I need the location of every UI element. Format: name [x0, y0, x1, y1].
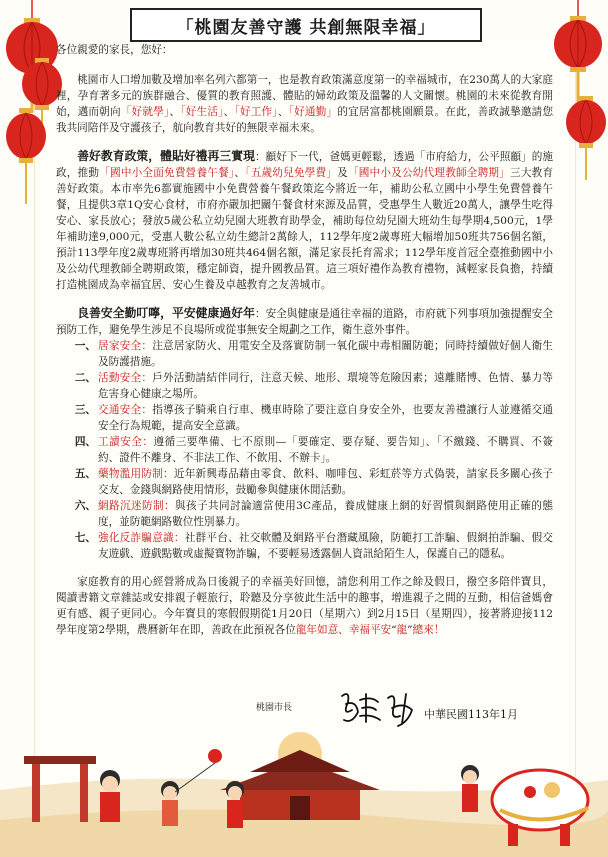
lantern-right-mid-icon	[564, 96, 608, 186]
list-item: 六、 網路沉迷防制：與孩子共同討論適當使用3C產品，養成健康上網的好習慣與網路使用正確的態度，並防範網路數位性別暴力。	[74, 500, 554, 528]
safety-list	[56, 338, 553, 562]
lantern-right-top-icon	[548, 0, 608, 110]
intro-paragraph: 桃園市人口增加數及增加率名列六都第一，也是教育政策滿意度第一的幸福城市，在230萬人的大家庭裡，孕育著多元的族群融合、優質的教育照護、體貼的婦幼政策及溫馨的人文關懷。桃園的未來從教育開始，邁而朝向「好就學」、「好生活」、「好工作」、「好通勤」的宜居富都桃園願景。在此，善政誠摯邀請您我共同陪伴及守護孩子，航向教育共好的無限幸福未來。	[56, 74, 554, 134]
list-item: 一、 居家安全：注意居家防火、用電安全及落實防制一氧化碳中毒相關防範；同時持續做好個人衛生及防護措施。	[74, 340, 554, 368]
handwritten-signature	[336, 686, 422, 730]
new-year-scene-illustration	[0, 730, 608, 857]
policy-heading: 善好教育政策，體貼好禮再三實現	[77, 149, 255, 163]
page-title: 「桃園友善守護 共創無限幸福」	[130, 8, 482, 42]
greeting: 各位親愛的家長，您好：	[56, 44, 173, 56]
list-item: 二、 活動安全：戶外活動請結伴同行，注意天候、地形、環境等危險因素；遠離賭博、色情、暴力等危害身心健康之場所。	[74, 372, 554, 400]
safety-intro: 良善安全勤叮嚀，平安健康過好年：安全與健康是通往幸福的道路，市府就下列事項加強提醒安全預防工作，避免學生涉足不良場所或從事無安全規劃之工作，衛生意外事件。	[56, 306, 553, 336]
list-item: 四、 工讀安全：遵循三要準備、七不原則—「要確定、要存疑、要告知」、「不繳錢、不購買、不簽約、證件不離身、不非法工作、不飲用、不辦卡」。	[74, 436, 554, 464]
list-item: 五、 藥物濫用防制：近年新興毒品藉由零食、飲料、咖啡包、彩虹菸等方式偽裝，請家長多關心孩子交友、金錢與網路使用情形，鼓勵參與健康休閒活動。	[74, 468, 553, 496]
letter-body	[56, 42, 553, 638]
policy-paragraph: 善好教育政策，體貼好禮再三實現：顧好下一代，爸媽更輕鬆，透過「市府給力，公平照顧」的施政，推動「國中小全面免費營養午餐」、「五歲幼兒免學費」及「國中小及公幼代理教師全聘期」三大教育善好政策。本市率先6都實施國中小免費營養午餐政策迄今將近一年，補助公私立國中小學生免費營養午餐，且提供3章1Q安心食材，市府亦嚴加把關午餐食材來源及品質，受惠學生人數近20萬人，讓學生吃得安心、家長放心；發放5歲公私立幼兒園大班教育助學金，補助每位幼兒園大班幼生每學期4,500元，1學年補助達9,000元，受惠人數公私立幼生總計2萬餘人，112學年度2歲專班大幅增加50班共756個名額，預計113學年度2歲專班將再增加30班共464個名額，滿足家長托育需求；112學年度首冠全臺推動國中小及公幼代理教師全聘期政策，穩定師資，提升國教品質。這三項好禮作為教育禮物，減輕家長負擔，持續打造桃園成為幸福宜居、安心生養及卓越教育之友善城市。	[56, 149, 554, 291]
safety-heading: 良善安全勤叮嚀，平安健康過好年	[77, 306, 255, 320]
list-item: 七、 強化反詐騙意識：社群平台、社交軟體及網路平台潛藏風險，防範打工詐騙、假網拍詐騙、假交友遊戲、遊戲點數或虛擬寶物詐騙，不要輕易透露個人資訊給陌生人，保護自己的隱私。	[74, 532, 554, 560]
mayor-label: 桃園市長	[256, 703, 293, 713]
letter-date: 中華民國113年1月	[424, 708, 518, 721]
closing-paragraph: 家庭教育的用心經營將成為日後親子的幸福美好回憶，請您利用工作之餘及假日，撥空多陪伴寶貝，閱讀書籍文章雜誌或安排親子輕旅行，聆聽及分享彼此生活中的趣事，增進親子之間的互動，相信爸媽會更有感、親子更同心。今年寶貝的寒假假期從1月20日（星期六）到2月15日（星期四），接著將迎接112學年度第2學期，農曆新年在即，善政在此預祝各位龍年如意、幸福平安“龍”總來！	[56, 576, 553, 636]
lantern-left-low-icon	[4, 108, 48, 208]
list-item: 三、 交通安全：指導孩子騎乘自行車、機車時除了要注意自身安全外，也要友善禮讓行人並遵循交通安全行為規範，提高安全意識。	[74, 404, 554, 432]
